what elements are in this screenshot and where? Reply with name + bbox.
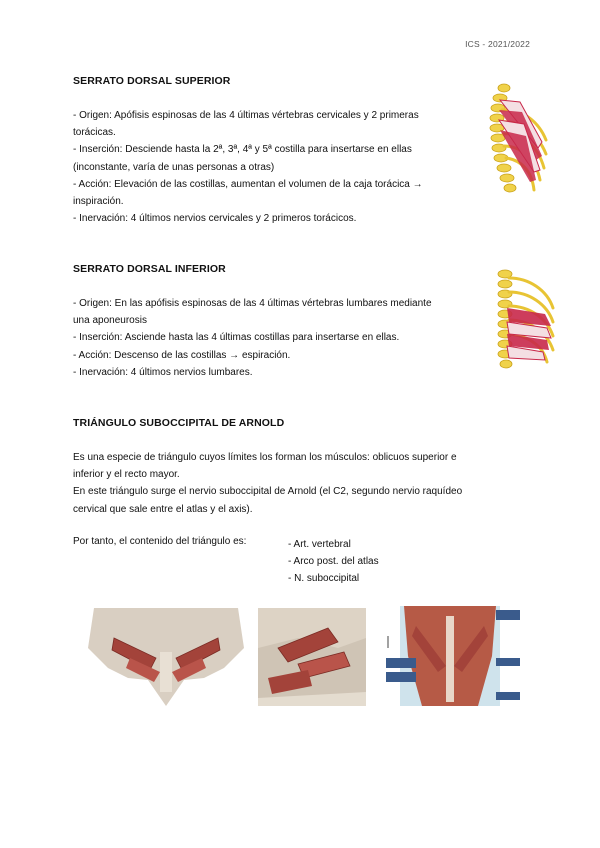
- text-line: - Acción: Descenso de las costillas → espiración.: [73, 349, 291, 361]
- section-title-serrato-inferior: SERRATO DORSAL INFERIOR: [73, 263, 226, 275]
- text-line: - Inervación: 4 últimos nervios cervicales y 2 primeros torácicos.: [73, 213, 357, 225]
- list-item: - Art. vertebral: [288, 539, 351, 550]
- section-body-serrato-inferior: [73, 295, 483, 381]
- text-line: - Acción: Elevación de las costillas, aumentan el volumen de la caja torácica →: [73, 178, 423, 190]
- text-line: (inconstante, varía de unas personas a otras): [73, 161, 275, 173]
- course-header: ICS - 2021/2022: [465, 39, 530, 49]
- text-line: inferior y el recto mayor.: [73, 469, 180, 481]
- text-line: una aponeurosis: [73, 315, 147, 327]
- text-line: - Inserción: Desciende hasta la 2ª, 3ª, 4ª y 5ª costilla para insertarse en ellas: [73, 144, 412, 156]
- text-line: inspiración.: [73, 196, 124, 208]
- text-line: Es una especie de triángulo cuyos límites los forman los músculos: oblicuos superior e: [73, 452, 457, 463]
- text-line: En este triángulo surge el nervio suboccipital de Arnold (el C2, segundo nervio raquídeo: [73, 486, 463, 498]
- section-title-triangulo-arnold: TRIÁNGULO SUBOCCIPITAL DE ARNOLD: [73, 417, 285, 429]
- list-item: - N. suboccipital: [288, 573, 360, 585]
- text-line: - Inserción: Asciende hasta las 4 últimas costillas para insertarse en ellas.: [73, 332, 400, 344]
- section-body-triangulo-arnold: [73, 449, 533, 518]
- serrato-superior-figure: [480, 80, 555, 200]
- text-line: - Origen: Apófisis espinosas de las 4 últimas vértebras cervicales y 2 primeras: [73, 110, 419, 121]
- text-line: cervical que sale entre el atlas y el axis).: [73, 503, 253, 515]
- section-title-serrato-superior: SERRATO DORSAL SUPERIOR: [73, 75, 231, 87]
- suboccipital-oblique-view-figure: [258, 608, 366, 706]
- section-body-serrato-superior: [73, 107, 483, 227]
- list-item: - Arco post. del atlas: [288, 556, 379, 568]
- contents-list: [288, 536, 379, 588]
- suboccipital-back-view-figure: [84, 608, 248, 706]
- text-line: torácicas.: [73, 127, 116, 139]
- text-line: - Inervación: 4 últimos nervios lumbares.: [73, 366, 253, 378]
- text-line: - Origen: En las apófisis espinosas de las 4 últimas vértebras lumbares mediante: [73, 298, 432, 309]
- posterior-neck-dissection-figure: [386, 606, 524, 706]
- contents-lead: Por tanto, el contenido del triángulo es:: [73, 536, 247, 547]
- serrato-inferior-figure: [485, 268, 560, 373]
